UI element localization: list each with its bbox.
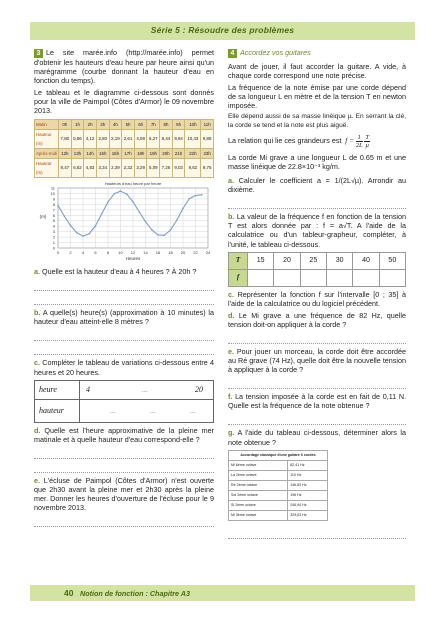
freq-table-t-cell: 50 <box>379 252 405 269</box>
tide-table-row <box>35 148 214 158</box>
tide-table-cell: 6,27 <box>147 129 160 148</box>
tide-table-cell: 15h <box>96 148 109 158</box>
guitar-table-row <box>229 491 328 501</box>
guitar-note: Si 2ème octave <box>229 501 288 511</box>
tide-table-cell: 16h <box>109 148 122 158</box>
tide-table-cell: Hauteur (m) <box>35 129 59 148</box>
tide-table-cell: 23h <box>201 148 214 158</box>
tide-table-cell: 9h <box>172 119 185 129</box>
tide-table-cell: 4,08 <box>134 129 147 148</box>
exercise-3-intro2: Le tableau et le diagramme ci-dessous sont donnés pour la ville de Paimpol (Côtes d'Armor) le 09 novembre 2013. <box>34 88 214 116</box>
tide-table-cell: 22h <box>185 148 201 158</box>
tide-table-cell: 2,61 <box>122 129 135 148</box>
tide-table-cell: 1h <box>71 119 84 129</box>
chart-data-point <box>95 225 97 227</box>
freq-table-f-cell[interactable] <box>379 269 405 286</box>
chart-data-point <box>176 220 178 222</box>
chart-x-tick-label: 2 <box>69 250 72 256</box>
tide-table-cell: 12h <box>59 148 72 158</box>
answer-line <box>228 527 406 539</box>
chart-x-tick-label: 6 <box>94 250 97 256</box>
tide-table-cell: 5,86 <box>71 129 84 148</box>
freq-table-f-cell[interactable] <box>274 269 300 286</box>
tide-table-cell: Matin <box>35 119 59 129</box>
exercise-number: 4 <box>228 49 237 58</box>
answer-line <box>34 293 214 305</box>
freq-table-t-cell: 30 <box>326 252 352 269</box>
chart-y-tick-label: 1 <box>52 240 55 246</box>
tide-table-cell: 8,47 <box>59 158 72 177</box>
question-d: d. Le Mi grave a une fréquence de 82 Hz, quelle tension doit-on appliquer à la corde ? <box>228 310 406 329</box>
chart-x-tick-label: 14 <box>143 250 148 256</box>
tide-table-cell: 17h <box>122 148 135 158</box>
guitar-frequency: 82,41 Hz <box>288 460 328 470</box>
chart-y-tick-label: 0 <box>52 245 55 251</box>
guitar-tuning-table <box>228 450 328 522</box>
freq-table-f-cell[interactable] <box>248 269 274 286</box>
var-start: 4 <box>86 384 90 394</box>
tide-table-cell: 2,19 <box>109 129 122 148</box>
freq-table-f-cell[interactable] <box>300 269 326 286</box>
exercise-number: 3 <box>34 49 43 58</box>
tide-table-cell: 21h <box>172 148 185 158</box>
answer-line <box>228 332 406 344</box>
chart-y-tick-label: 9 <box>52 196 55 202</box>
answer-line <box>34 343 214 355</box>
freq-table-t-cell: 25 <box>300 252 326 269</box>
tide-table-cell: 10,43 <box>185 129 201 148</box>
answer-line <box>34 279 214 291</box>
tide-table-cell: 6h <box>134 119 147 129</box>
tide-table-cell: 7,26 <box>160 158 173 177</box>
question-c: c. Représenter la fonction f sur l'intervalle [0 ; 35] à l'aide de la calculatrice ou du logiciel précédent. <box>228 289 406 308</box>
question-g: g. A l'aide du tableau ci-dessous, déterminer alors la note obtenue ? <box>228 428 406 447</box>
chart-x-axis-label: Heures <box>125 256 141 262</box>
chart-y-tick-label: 2 <box>52 234 55 240</box>
chart-data-point <box>88 233 90 235</box>
chart-y-tick-label: 11 <box>50 185 55 191</box>
chart-data-point <box>201 194 203 196</box>
exercise-4-p3: Elle dépend aussi de sa masse linéique µ. En serrant la clé, la corde se tend et la note est plus aiguë. <box>228 113 406 129</box>
guitar-table-row <box>229 501 328 511</box>
chart-x-tick-label: 18 <box>168 250 173 256</box>
tide-table-cell: 9,03 <box>172 158 185 177</box>
tide-table-cell: 4h <box>109 119 122 129</box>
question-e: e. Pour jouer un morceau, la corde doit être accordée au Ré grave (74 Hz), quelle doit être la nouvelle tension à appliquer à la corde ? <box>228 347 407 375</box>
tide-table-cell: 7,80 <box>59 129 72 148</box>
chart-data-point <box>101 213 103 215</box>
guitar-table-row <box>229 470 328 480</box>
tide-table-cell: 6,62 <box>71 158 84 177</box>
question-a: a. Calculer le coefficient a = 1/(2L√µ). Arrondir au dixième. <box>228 176 406 195</box>
chart-series-line <box>58 191 202 236</box>
chart-data-point <box>170 229 172 231</box>
freq-table-f-cell[interactable] <box>353 269 379 286</box>
freq-row-label-t: T <box>229 252 248 269</box>
tide-table-cell: 4,83 <box>84 158 97 177</box>
chart-y-tick-label: 7 <box>52 207 55 213</box>
answer-line <box>228 197 406 209</box>
chart-x-tick-label: 10 <box>118 250 123 256</box>
tide-table-cell: Après-midi <box>35 148 59 158</box>
chart-data-point <box>138 211 140 213</box>
chart-x-tick-label: 0 <box>56 250 60 256</box>
variations-table <box>34 380 214 423</box>
chart-title: Hauteurs d'eau heure par heure <box>104 181 162 187</box>
chart-y-tick-label: 10 <box>50 191 55 197</box>
chart-x-tick-label: 24 <box>205 250 211 256</box>
chart-y-tick-label: 3 <box>52 229 55 235</box>
var-row-label-hauteur: hauteur <box>35 399 80 422</box>
tide-table-cell: 8,44 <box>160 129 173 148</box>
tide-table-cell: 9,62 <box>185 158 201 177</box>
tide-table-cell: 9,88 <box>201 129 214 148</box>
tide-table-cell: 11h <box>201 119 214 129</box>
tide-table-cell: 7h <box>147 119 160 129</box>
chart-x-tick-label: 22 <box>193 250 198 256</box>
guitar-table-row <box>229 480 328 490</box>
chart-data-point <box>70 225 72 227</box>
frequency-table <box>228 252 406 287</box>
tide-table-cell: 5h <box>122 119 135 129</box>
var-filler: ... <box>142 384 148 394</box>
question-b: b. La valeur de la fréquence f en fonction de la tension T est alors donnée par : f = a√T. A l'aide de la calculatrice ou d'un tableur-grapheur, compléter, à l'unité, le tableau ci-dessous. <box>228 212 407 249</box>
chart-x-tick-label: 12 <box>130 250 136 256</box>
chart-y-tick-label: 6 <box>52 212 55 218</box>
chart-data-point <box>63 215 65 217</box>
question-a: a. Quelle est la hauteur d'eau à 4 heures ? À 20h ? <box>34 267 197 277</box>
question-b: b. A quelle(s) heure(s) (approximation à 10 minutes) la hauteur d'eau atteint-elle 8 mètres ? <box>34 308 215 327</box>
freq-table-t-cell: 15 <box>248 252 274 269</box>
page-number: 40 <box>64 588 74 598</box>
chart-data-point <box>76 232 78 234</box>
guitar-note: Mi 3ème octave <box>229 511 288 521</box>
guitar-note: Mi 6ème octave <box>229 460 288 470</box>
chart-data-point <box>188 198 190 200</box>
tide-table-cell: 20h <box>160 148 173 158</box>
chart-data-point <box>195 195 197 197</box>
tide-table-cell: 13h <box>71 148 84 158</box>
question-f: f. La tension imposée à la corde est en fait de 0,11 N. Quelle est la fréquence de la note obtenue ? <box>228 392 407 411</box>
tide-table-row <box>35 129 214 148</box>
tide-table-cell: 14h <box>84 148 97 158</box>
tide-table-cell: Hauteur (m) <box>35 158 59 177</box>
chart-data-point <box>120 190 122 192</box>
var-filler: ... <box>150 405 156 415</box>
chart-y-tick-label: 4 <box>52 223 55 229</box>
exercise-4-title: 4 Accordez vos guitares <box>228 48 406 58</box>
header-bar <box>30 22 415 40</box>
guitar-frequency: 110 Hz <box>288 470 328 480</box>
guitar-frequency: 329,63 Hz <box>288 511 328 521</box>
frequency-formula: f = $\frac{1}{2L}$ $\frac{T}{\text{µ}}$ <box>343 133 370 149</box>
answer-line <box>228 377 406 389</box>
guitar-frequency: 146,83 Hz <box>288 480 328 490</box>
freq-table-t-cell: 20 <box>274 252 300 269</box>
guitar-frequency: 246,94 Hz <box>288 501 328 511</box>
question-c: c. Compléter le tableau de variations ci-dessous entre 4 heures et 20 heures. <box>34 358 214 377</box>
tide-table-cell: 2,32 <box>122 158 135 177</box>
tide-table-cell: 9,94 <box>172 129 185 148</box>
tide-table-cell: 2h <box>84 119 97 129</box>
exercise-4-p5: La corde Mi grave a une longueur L de 0.65 m et une masse linéique de 22.8×10⁻³ kg/m. <box>228 152 406 171</box>
tide-table-cell: 8h <box>160 119 173 129</box>
chart-data-point <box>107 201 109 203</box>
chart-data-point <box>182 208 184 210</box>
chart-x-tick-label: 16 <box>155 250 161 256</box>
tide-table-cell: 2,39 <box>109 158 122 177</box>
chart-y-tick-label: 8 <box>52 201 55 207</box>
var-filler: ... <box>110 405 116 415</box>
exercise-3-intro: 3 Le site marée.info (http://marée.info) permet d'obtenir les hauteurs d'eau heure par heure ainsi qu'un marégramme (courbe donnant la hauteur d'eau en fonction du temps). <box>34 48 214 86</box>
var-filler: ... <box>190 405 196 415</box>
tide-chart-svg <box>34 180 214 262</box>
chart-x-tick-label: 20 <box>180 250 186 256</box>
guitar-note: La 2ème octave <box>229 470 288 480</box>
chart-y-tick-label: 5 <box>52 218 55 224</box>
tide-table <box>34 119 214 179</box>
left-column <box>34 48 214 529</box>
chart-data-point <box>82 235 84 237</box>
chart-data-point <box>57 205 59 207</box>
answer-line <box>34 329 214 341</box>
chart-y-axis-label: (m) <box>39 214 47 220</box>
guitar-table-row <box>229 460 328 470</box>
tide-table-cell: 5,09 <box>147 158 160 177</box>
freq-row-label-f: f <box>229 269 248 286</box>
guitar-frequency: 196 Hz <box>288 491 328 501</box>
page-title: Série 5 : Résoudre des problèmes <box>150 25 295 35</box>
footer-title: Notion de fonction : Chapitre A3 <box>80 589 190 598</box>
freq-table-f-cell[interactable] <box>326 269 352 286</box>
chart-data-point <box>113 193 115 195</box>
freq-table-t-cell: 40 <box>353 252 379 269</box>
tide-table-cell: 3,34 <box>96 158 109 177</box>
tide-table-cell: 9,75 <box>201 158 214 177</box>
right-column <box>228 48 406 541</box>
answer-line <box>34 461 214 473</box>
chart-data-point <box>151 229 153 231</box>
question-e: e. L'écluse de Paimpol (Côtes d'Armor) n'est ouverte que 2h30 avant la pleine mer et 2h30 après la pleine mer. Donner les heures d'ouverture de l'écluse pour le 9 novembre 2013. <box>34 475 214 513</box>
answer-line <box>34 515 214 527</box>
tide-table-cell: 4,12 <box>84 129 97 148</box>
answer-line <box>228 413 406 425</box>
answer-line <box>34 447 214 459</box>
tide-table-row <box>35 158 214 177</box>
footer-bar <box>30 585 415 601</box>
chart-data-point <box>145 221 147 223</box>
var-end: 20 <box>195 384 203 394</box>
guitar-note: Ré 2ème octave <box>229 480 288 490</box>
chart-x-tick-label: 8 <box>106 250 110 256</box>
tide-table-row <box>35 119 214 129</box>
exercise-4-relation: La relation qui lie ces grandeurs est f = $\frac{1}{2L}$ $\frac{T}{\text{µ}}$ <box>228 133 370 149</box>
chart-data-point <box>163 235 165 237</box>
guitar-table-title: Accordage classique d'une guitare 6 cordes <box>229 450 328 460</box>
tide-table-cell: 10h <box>185 119 201 129</box>
chart-data-point <box>157 234 159 236</box>
tide-table-cell: 18h <box>134 148 147 158</box>
chart-data-point <box>132 201 134 203</box>
tide-table-cell: 2,80 <box>96 129 109 148</box>
tide-chart <box>34 180 214 262</box>
chart-x-tick-label: 4 <box>81 250 85 256</box>
guitar-table-row <box>229 511 328 521</box>
question-d: d. Quelle est l'heure approximative de la pleine mer matinale et à quelle hauteur d'eau correspond-elle ? <box>34 425 214 444</box>
guitar-note: Sol 2ème octave <box>229 491 288 501</box>
tide-table-cell: 0h <box>59 119 72 129</box>
tide-table-cell: 19h <box>147 148 160 158</box>
exercise-4-p2: La fréquence de la note émise par une corde dépend de sa longueur L en mètre et de la tension T en newton imposée. <box>228 83 406 111</box>
chart-data-point <box>126 193 128 195</box>
var-row-label-heure: heure <box>35 380 80 399</box>
exercise-4-p1: Avant de jouer, il faut accorder la guitare. A vide, à chaque corde correspond une note précise. <box>228 62 406 81</box>
tide-table-cell: 3h <box>96 119 109 129</box>
tide-table-cell: 3,29 <box>134 158 147 177</box>
